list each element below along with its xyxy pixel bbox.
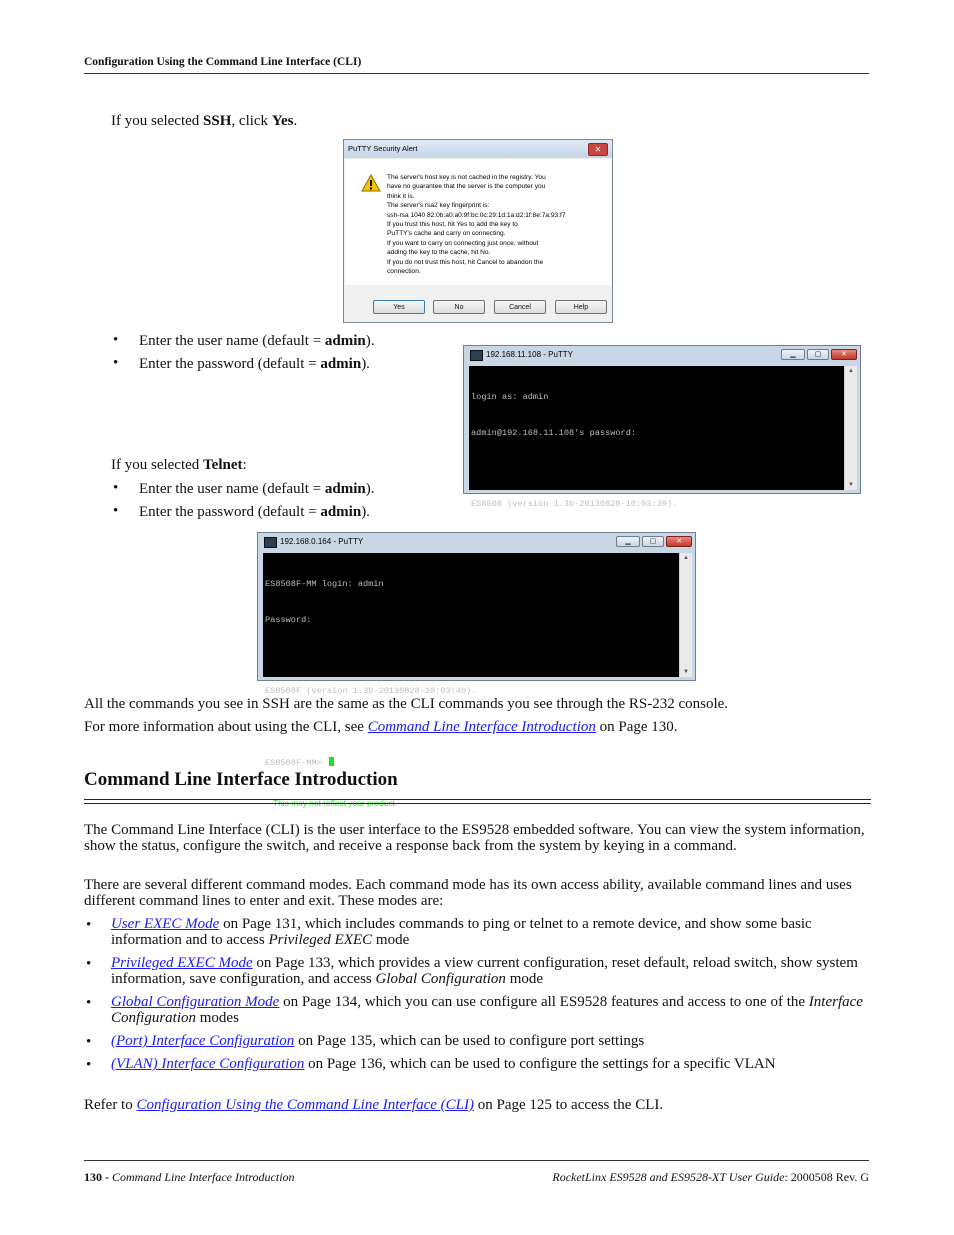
mode-item-port-interface: [111, 1034, 871, 1050]
terminal-line: ES8508F-MM login: admin: [265, 578, 384, 589]
bullet-marker: •: [86, 1034, 92, 1050]
close-icon[interactable]: ✕: [666, 536, 692, 547]
default-value: admin: [324, 333, 366, 349]
ssh-intro: [111, 112, 297, 130]
running-header: Configuration Using the Command Line Interface (CLI): [84, 56, 362, 68]
mode-item-privileged-exec: [111, 956, 871, 987]
cli-introduction-link[interactable]: Command Line Interface Introduction: [367, 719, 596, 735]
no-button[interactable]: No: [433, 300, 485, 314]
telnet-bullet-password: [139, 503, 370, 521]
refer-text: Refer to: [84, 1097, 137, 1113]
footer-rule: [84, 1160, 869, 1161]
section-heading: Command Line Interface Introduction: [84, 769, 398, 790]
telnet-intro: [111, 456, 247, 474]
window-title: 192.168.11.108 - PuTTY: [486, 350, 574, 359]
telnet-label: Telnet: [203, 457, 243, 473]
bullet-text: Enter the user name (default =: [139, 333, 325, 349]
bullet-marker: •: [113, 503, 119, 519]
terminal-line: admin@192.168.11.108's password:: [471, 427, 637, 438]
bullet-end: ).: [361, 504, 370, 520]
mode-desc: on Page 133, which provides a view current configuration, reset default, reload switch, show system information, save configuration, and access: [111, 955, 858, 987]
terminal-screen[interactable]: [469, 366, 844, 509]
mode-ref: Global Configuration: [375, 970, 506, 987]
bullet-text: Enter the password (default =: [139, 356, 321, 372]
bullet-text: Enter the password (default =: [139, 504, 321, 520]
refer-line: [84, 1096, 663, 1114]
terminal-prompt: ES8508F-MM>: [265, 758, 327, 769]
more-info-page: on Page 130.: [595, 719, 678, 735]
bullet-marker: •: [86, 995, 92, 1011]
user-exec-link[interactable]: User EXEC Mode: [111, 916, 220, 932]
bullet-marker: •: [86, 917, 92, 933]
warning-icon: [361, 174, 381, 192]
bullet-end: ).: [361, 356, 370, 372]
note-text: This may not reflect your product.: [273, 798, 398, 809]
putty-icon: [264, 537, 277, 548]
mode-ref: Interface Configuration: [111, 994, 863, 1026]
ssh-cli-note: All the commands you see in SSH are the same as the CLI commands you see through the RS-232 console.: [84, 696, 729, 712]
dialog-message: The server's host key is not cached in the registry. You have no guarantee that the server is the computer you think it is. The server's rsa2 key fingerprint is: ssh-rsa 1040 82:0b:a0:a0:9f:bc:0c:29:1d:1a:d2:1f:8e:7a:93:f7 If you trust this host, hit Yes to add the key to PuTTY's cache and carry on connecting. If you want to carry on connecting just once, without adding the key to the cache, hit No. If you do not trust this host, hit Cancel to abandon the connection.: [387, 174, 566, 276]
footer-section: Command Line Interface Introduction: [112, 1170, 295, 1184]
maximize-icon[interactable]: ▢: [807, 349, 829, 360]
bullet-marker: •: [113, 332, 119, 348]
scroll-up-icon[interactable]: ▲: [848, 368, 854, 374]
page-number: 130 -: [84, 1170, 112, 1184]
cancel-button[interactable]: Cancel: [494, 300, 546, 314]
heading-rule-top: [84, 799, 871, 800]
heading-rule-bottom: [84, 803, 871, 804]
more-info-line: [84, 718, 678, 736]
mode-tail: modes: [196, 1009, 239, 1026]
scroll-up-icon[interactable]: ▲: [683, 555, 689, 561]
ssh-bullet-password: [139, 355, 370, 373]
mode-ref: Privileged EXEC: [268, 931, 373, 948]
window-title: 192.168.0.164 - PuTTY: [280, 537, 364, 546]
cursor-icon: [329, 757, 334, 766]
mode-tail: mode: [372, 931, 410, 948]
ssh-intro-end: .: [293, 113, 298, 129]
ssh-label: SSH: [203, 113, 232, 129]
mode-tail: mode: [505, 970, 544, 987]
putty-security-alert-dialog: [343, 139, 613, 323]
bullet-text: Enter the user name (default =: [139, 481, 325, 497]
configuration-cli-link[interactable]: Configuration Using the Command Line Interface (CLI): [136, 1097, 474, 1113]
ssh-intro-text: If you selected: [111, 113, 204, 129]
guide-title: RocketLinx ES9528 and ES9528-XT User Guide: [552, 1170, 785, 1184]
telnet-intro-text: If you selected: [111, 457, 204, 473]
minimize-icon[interactable]: ▁: [616, 536, 640, 547]
scrollbar[interactable]: [844, 366, 857, 490]
putty-icon: [470, 350, 483, 361]
telnet-bullet-username: [139, 480, 375, 498]
scroll-down-icon[interactable]: ▼: [683, 669, 689, 675]
refer-page: on Page 125 to access the CLI.: [473, 1097, 664, 1113]
header-rule: [84, 73, 869, 74]
yes-button[interactable]: Yes: [373, 300, 425, 314]
footer-left: [84, 1170, 295, 1185]
mode-desc: on Page 135, which can be used to configure port settings: [294, 1033, 645, 1049]
scroll-down-icon[interactable]: ▼: [848, 482, 854, 488]
port-interface-link[interactable]: (Port) Interface Configuration: [111, 1033, 295, 1049]
mode-desc: on Page 134, which you can use configure all ES9528 features and access to one of the: [279, 994, 809, 1010]
mode-desc: on Page 136, which can be used to configure the settings for a specific VLAN: [304, 1056, 776, 1072]
terminal-line: Password:: [265, 614, 312, 625]
global-config-link[interactable]: Global Configuration Mode: [111, 994, 280, 1010]
putty-ssh-window: [463, 345, 861, 509]
terminal-prompt-line: [265, 757, 677, 769]
default-value: admin: [320, 504, 362, 520]
mode-item-user-exec: [111, 917, 871, 948]
mode-item-vlan-interface: [111, 1057, 871, 1073]
terminal-line: ES8508F (version 1.3b-20130828-10:03:40).: [265, 685, 477, 696]
terminal-line: [265, 650, 677, 662]
more-info-text: For more information about using the CLI, see: [84, 719, 368, 735]
bullet-end: ).: [365, 481, 375, 497]
maximize-icon[interactable]: ▢: [642, 536, 664, 547]
yes-label: Yes: [271, 113, 294, 129]
ssh-intro-mid: , click: [231, 113, 272, 129]
terminal-line: ES8508 (version 1.3b-20130828-10:03:39).: [471, 498, 678, 509]
help-button[interactable]: Help: [555, 300, 607, 314]
bullet-marker: •: [113, 355, 119, 371]
terminal-line: login as: admin: [471, 391, 549, 402]
telnet-intro-end: :: [242, 457, 247, 473]
privileged-exec-link[interactable]: Privileged EXEC Mode: [111, 955, 253, 971]
close-icon[interactable]: ✕: [831, 349, 857, 360]
bullet-marker: •: [113, 480, 119, 496]
cli-description: The Command Line Interface (CLI) is the user interface to the ES9528 embedded software. You can view the system information, show the status, configure the switch, and receive a response back from the system by keying in a command.: [84, 822, 865, 854]
ssh-bullet-username: [139, 332, 375, 350]
vlan-interface-link[interactable]: (VLAN) Interface Configuration: [111, 1056, 305, 1072]
scrollbar[interactable]: [679, 553, 692, 677]
command-modes-intro: There are several different command modes. Each command mode has its own access ability, available command lines and uses different command lines to enter and exit. These modes are:: [84, 877, 852, 909]
minimize-icon[interactable]: ▁: [781, 349, 805, 360]
footer-right: [552, 1170, 869, 1185]
bullet-marker: •: [86, 956, 92, 972]
dialog-title: PuTTY Security Alert: [344, 140, 612, 158]
bullet-marker: •: [86, 1057, 92, 1073]
bullet-end: ).: [365, 333, 375, 349]
close-icon[interactable]: ✕: [588, 143, 608, 156]
doc-revision: : 2000508 Rev. G: [784, 1170, 869, 1184]
mode-desc: on Page 131, which includes commands to ping or telnet to a remote device, and show some basic information and to access: [111, 916, 812, 948]
terminal-line: [471, 463, 842, 475]
mode-item-global-config: [111, 995, 871, 1026]
default-value: admin: [324, 481, 366, 497]
default-value: admin: [320, 356, 362, 372]
